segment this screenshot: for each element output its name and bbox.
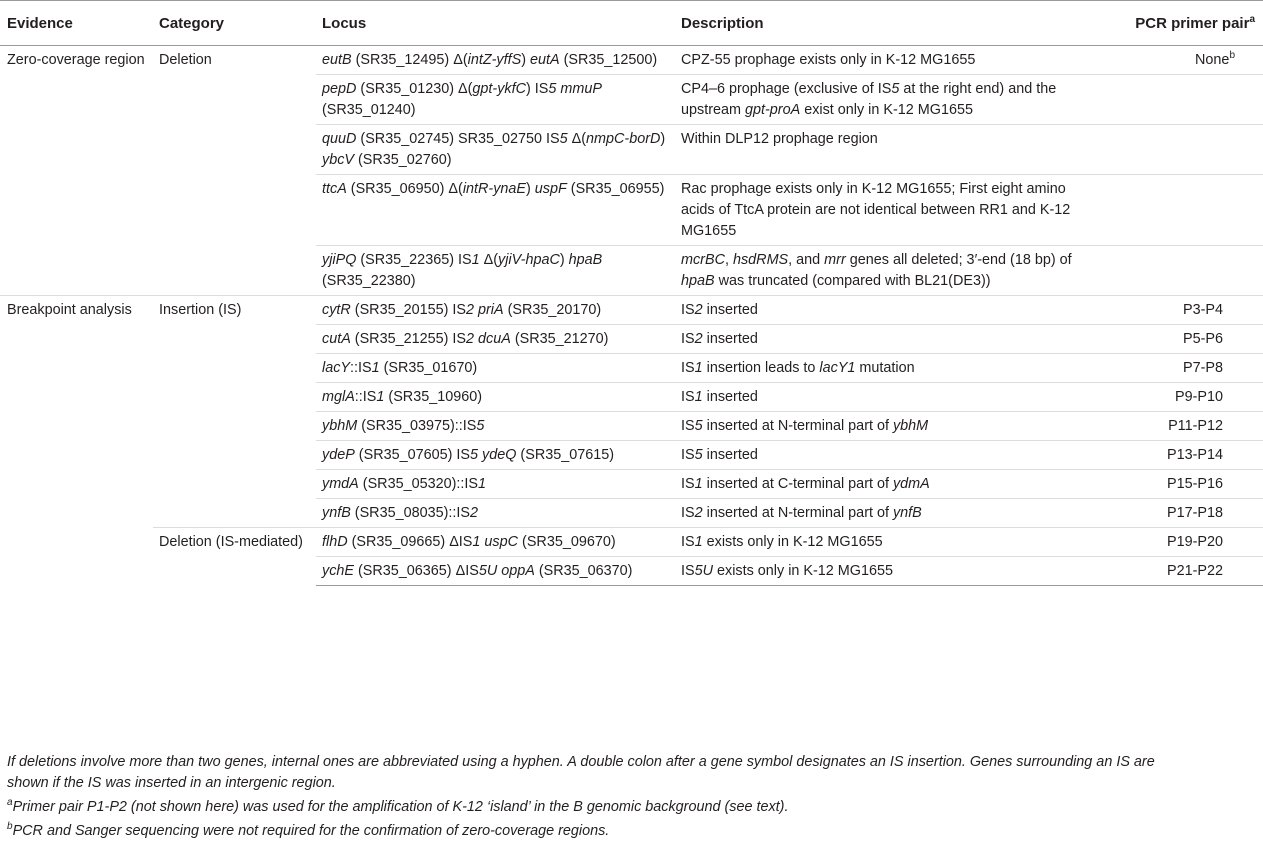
- locus-text-segment: (SR35_09670): [518, 534, 616, 550]
- locus-text-segment: 5U: [478, 563, 498, 579]
- pcr-cell: [1080, 246, 1263, 296]
- description-text-segment: Rac prophage exists only in K-12 MG1655; First eight amino acids of TtcA protein are not identical between RR1 and K-12 MG1655: [681, 181, 1071, 239]
- locus-text-segment: (SR35_06365) ΔIS: [354, 563, 479, 579]
- locus-text-segment: ttcA: [322, 181, 347, 197]
- locus-text-segment: (SR35_21255) IS: [350, 331, 466, 347]
- footnote-a-text: Primer pair P1-P2 (not shown here) was used for the amplification of K-12 ‘island’ in the B genomic background (see text).: [12, 799, 789, 815]
- description-cell: [675, 46, 1080, 75]
- locus-text-segment: yjiV-hpaC: [498, 252, 560, 268]
- locus-text-segment: (SR35_22365) IS: [356, 252, 472, 268]
- pcr-cell: P13-P14: [1080, 441, 1263, 470]
- locus-cell: [316, 325, 675, 354]
- locus-text-segment: (SR35_07605) IS: [354, 447, 471, 463]
- description-text-segment: at the right end) and the upstream: [681, 81, 1057, 118]
- description-text-segment: ,: [724, 252, 733, 268]
- description-text-segment: exists only in K-12 MG1655: [702, 534, 883, 550]
- category-cell-deletion-is: Deletion (IS-mediated): [159, 534, 303, 550]
- description-cell: [675, 354, 1080, 383]
- pcr-cell: P5-P6: [1080, 325, 1263, 354]
- pcr-cell: P11-P12: [1080, 412, 1263, 441]
- pcr-cell: [1080, 75, 1263, 125]
- footnote-a: [7, 797, 1193, 818]
- description-text-segment: inserted: [702, 389, 758, 405]
- pcr-cell: P9-P10: [1080, 383, 1263, 412]
- locus-text-segment: eutA: [530, 52, 560, 68]
- locus-text-segment: mmuP: [560, 81, 602, 97]
- pcr-cell: [1080, 125, 1263, 175]
- locus-text-segment: ymdA: [322, 476, 359, 492]
- locus-cell: [316, 383, 675, 412]
- pcr-footnote-mark: b: [1229, 50, 1235, 62]
- locus-text-segment: (SR35_12500): [559, 52, 658, 68]
- description-text-segment: Within DLP12 prophage region: [681, 131, 878, 147]
- footnote-b: [7, 821, 1193, 842]
- locus-text-segment: dcuA: [478, 331, 511, 347]
- locus-text-segment: yjiPQ: [322, 252, 357, 268]
- description-text-segment: 2: [694, 331, 703, 347]
- description-text-segment: inserted: [702, 447, 758, 463]
- locus-text-segment: 5: [548, 81, 557, 97]
- locus-text-segment: ::IS: [350, 360, 372, 376]
- locus-text-segment: (SR35_21270): [510, 331, 609, 347]
- description-text-segment: IS: [681, 418, 695, 434]
- pcr-cell: P17-P18: [1080, 499, 1263, 528]
- description-text-segment: 1: [694, 389, 703, 405]
- description-text-segment: inserted: [702, 331, 758, 347]
- locus-text-segment: pepD: [322, 81, 357, 97]
- description-text-segment: hpaB: [681, 273, 715, 289]
- pcr-cell: [1080, 175, 1263, 246]
- locus-text-segment: flhD: [322, 534, 348, 550]
- locus-cell: [316, 175, 675, 246]
- description-cell: [675, 412, 1080, 441]
- description-cell: [675, 75, 1080, 125]
- locus-text-segment: oppA: [501, 563, 535, 579]
- table-header-row: [0, 1, 1263, 46]
- locus-text-segment: 2: [466, 302, 475, 318]
- locus-text-segment: (SR35_09665) ΔIS: [347, 534, 473, 550]
- locus-text-segment: ydeQ: [482, 447, 517, 463]
- description-cell: [675, 499, 1080, 528]
- locus-text-segment: ) IS: [526, 81, 549, 97]
- locus-text-segment: (SR35_08035)::IS: [350, 505, 470, 521]
- description-text-segment: inserted: [702, 302, 758, 318]
- description-text-segment: genes all deleted; 3′-end (18 bp) of: [845, 252, 1072, 268]
- footnote-b-text: PCR and Sanger sequencing were not required for the confirmation of zero-coverage regions.: [12, 823, 610, 839]
- pcr-cell: P21-P22: [1080, 557, 1263, 586]
- locus-text-segment: (SR35_07615): [516, 447, 615, 463]
- pcr-cell: P3-P4: [1080, 296, 1263, 325]
- locus-text-segment: (SR35_03975)::IS: [357, 418, 477, 434]
- description-text-segment: ybhM: [892, 418, 929, 434]
- locus-cell: [316, 499, 675, 528]
- pcr-cell: [1080, 46, 1263, 75]
- locus-text-segment: 1: [478, 476, 487, 492]
- locus-text-segment: ynfB: [322, 505, 351, 521]
- locus-text-segment: (SR35_22380): [322, 273, 416, 289]
- description-text-segment: 5: [891, 81, 900, 97]
- description-text-segment: mrr: [824, 252, 846, 268]
- description-cell: [675, 470, 1080, 499]
- description-text-segment: was truncated (compared with BL21(DE3)): [714, 273, 991, 289]
- locus-text-segment: (SR35_01670): [379, 360, 478, 376]
- description-text-segment: IS: [681, 563, 695, 579]
- locus-text-segment: (SR35_10960): [384, 389, 483, 405]
- locus-text-segment: (SR35_02745) SR35_02750 IS: [356, 131, 560, 147]
- locus-text-segment: priA: [478, 302, 504, 318]
- locus-text-segment: 1: [471, 252, 480, 268]
- description-text-segment: 2: [694, 302, 703, 318]
- description-text-segment: inserted at N-terminal part of: [702, 418, 893, 434]
- locus-text-segment: ychE: [322, 563, 354, 579]
- locus-text-segment: lacY: [322, 360, 350, 376]
- locus-text-segment: (SR35_06955): [566, 181, 665, 197]
- locus-text-segment: 5: [476, 418, 485, 434]
- locus-text-segment: (SR35_01240): [322, 102, 416, 118]
- table-footnotes: [7, 752, 1193, 845]
- description-text-segment: 1: [694, 476, 703, 492]
- description-text-segment: 5: [694, 447, 703, 463]
- description-text-segment: , and: [788, 252, 825, 268]
- locus-text-segment: 2: [466, 331, 475, 347]
- footnote-a-mark: a: [7, 797, 13, 809]
- description-text-segment: 1: [694, 360, 703, 376]
- description-text-segment: 1: [694, 534, 703, 550]
- description-text-segment: inserted at N-terminal part of: [702, 505, 893, 521]
- locus-cell: [316, 412, 675, 441]
- locus-text-segment: eutB: [322, 52, 352, 68]
- header-category: Category: [153, 1, 316, 46]
- header-pcr-footnote-mark: a: [1249, 13, 1255, 25]
- locus-text-segment: (SR35_20155) IS: [350, 302, 466, 318]
- locus-text-segment: uspF: [534, 181, 567, 197]
- pcr-value: None: [1195, 52, 1230, 68]
- description-text-segment: 2: [694, 505, 703, 521]
- evidence-cell-zero-coverage: Zero-coverage region: [0, 46, 153, 296]
- locus-text-segment: (SR35_06950) Δ(: [346, 181, 463, 197]
- description-cell: [675, 325, 1080, 354]
- locus-text-segment: cutA: [322, 331, 351, 347]
- category-cell-deletion: Deletion: [153, 46, 316, 296]
- description-text-segment: CP4–6 prophage (exclusive of IS: [681, 81, 892, 97]
- locus-cell: [316, 125, 675, 175]
- description-cell: [675, 296, 1080, 325]
- header-evidence: Evidence: [0, 1, 153, 46]
- description-text-segment: IS: [681, 534, 695, 550]
- description-text-segment: CPZ-55 prophage exists only in K-12 MG1655: [681, 52, 976, 68]
- locus-cell: [316, 246, 675, 296]
- locus-cell: [316, 296, 675, 325]
- description-text-segment: hsdRMS: [732, 252, 789, 268]
- locus-text-segment: hpaB: [568, 252, 603, 268]
- description-text-segment: gpt-proA: [745, 102, 801, 118]
- locus-text-segment: quuD: [322, 131, 357, 147]
- description-text-segment: mcrBC: [681, 252, 725, 268]
- description-text-segment: exist only in K-12 MG1655: [800, 102, 973, 118]
- locus-text-segment: intR-ynaE: [462, 181, 526, 197]
- description-text-segment: mutation: [855, 360, 915, 376]
- locus-text-segment: (SR35_02760): [354, 152, 452, 168]
- description-text-segment: ynfB: [892, 505, 922, 521]
- locus-text-segment: mglA: [322, 389, 355, 405]
- locus-text-segment: 5: [470, 447, 479, 463]
- locus-text-segment: cytR: [322, 302, 351, 318]
- locus-text-segment: ::IS: [354, 389, 377, 405]
- description-cell: [675, 383, 1080, 412]
- locus-text-segment: 1: [472, 534, 481, 550]
- locus-text-segment: 5: [559, 131, 568, 147]
- header-locus: Locus: [316, 1, 675, 46]
- locus-cell: [316, 470, 675, 499]
- locus-text-segment: ): [660, 131, 666, 147]
- locus-text-segment: ybcV: [322, 152, 354, 168]
- pcr-cell: P19-P20: [1080, 528, 1263, 557]
- locus-text-segment: gpt-ykfC: [472, 81, 527, 97]
- description-cell: [675, 125, 1080, 175]
- footnote-main: If deletions involve more than two genes, internal ones are abbreviated using a hyphen. A double colon after a gene symbol designates an IS insertion. Genes surrounding an IS are shown if the IS was inserted in an intergenic region.: [7, 754, 1155, 791]
- locus-text-segment: intZ-yffS: [467, 52, 522, 68]
- description-text-segment: exists only in K-12 MG1655: [713, 563, 893, 579]
- locus-text-segment: Δ(: [567, 131, 587, 147]
- locus-text-segment: (SR35_01230) Δ(: [356, 81, 473, 97]
- pcr-cell: P15-P16: [1080, 470, 1263, 499]
- locus-text-segment: (SR35_20170): [503, 302, 602, 318]
- locus-text-segment: (SR35_05320)::IS: [358, 476, 478, 492]
- evidence-cell-breakpoint: Breakpoint analysis: [7, 302, 132, 318]
- locus-text-segment: (SR35_12495) Δ(: [351, 52, 468, 68]
- locus-text-segment: ybhM: [322, 418, 358, 434]
- description-text-segment: insertion leads to: [702, 360, 820, 376]
- header-pcr-cell: [1080, 1, 1263, 46]
- description-cell: [675, 246, 1080, 296]
- header-pcr: PCR primer pair: [1135, 14, 1250, 32]
- description-cell: [675, 557, 1080, 586]
- footnote-b-mark: b: [7, 821, 13, 833]
- locus-text-segment: 1: [371, 360, 380, 376]
- description-text-segment: IS: [681, 505, 695, 521]
- description-text-segment: IS: [681, 331, 695, 347]
- locus-text-segment: ydeP: [322, 447, 355, 463]
- description-text-segment: IS: [681, 302, 695, 318]
- pcr-cell: P7-P8: [1080, 354, 1263, 383]
- description-text-segment: IS: [681, 476, 695, 492]
- description-text-segment: IS: [681, 389, 695, 405]
- description-text-segment: IS: [681, 447, 695, 463]
- description-text-segment: inserted at C-terminal part of: [702, 476, 893, 492]
- table-body: [0, 46, 1263, 586]
- description-text-segment: lacY1: [819, 360, 856, 376]
- locus-text-segment: nmpC-borD: [586, 131, 661, 147]
- description-cell: [675, 175, 1080, 246]
- description-text-segment: ydmA: [892, 476, 930, 492]
- locus-text-segment: Δ(: [479, 252, 499, 268]
- locus-text-segment: ): [559, 252, 569, 268]
- locus-cell: [316, 557, 675, 586]
- category-cell-insertion: Insertion (IS): [153, 296, 316, 528]
- locus-text-segment: (SR35_06370): [534, 563, 633, 579]
- locus-text-segment: ): [521, 52, 530, 68]
- locus-cell: [316, 354, 675, 383]
- header-description: Description: [675, 1, 1080, 46]
- locus-cell: [316, 528, 675, 557]
- description-text-segment: 5U: [694, 563, 714, 579]
- locus-cell: [316, 441, 675, 470]
- locus-text-segment: 2: [470, 505, 479, 521]
- locus-text-segment: uspC: [484, 534, 519, 550]
- description-text-segment: 5: [694, 418, 703, 434]
- locus-cell: [316, 46, 675, 75]
- description-text-segment: IS: [681, 360, 695, 376]
- locus-cell: [316, 75, 675, 125]
- locus-text-segment: ): [526, 181, 535, 197]
- description-cell: [675, 528, 1080, 557]
- locus-text-segment: 1: [376, 389, 385, 405]
- description-cell: [675, 441, 1080, 470]
